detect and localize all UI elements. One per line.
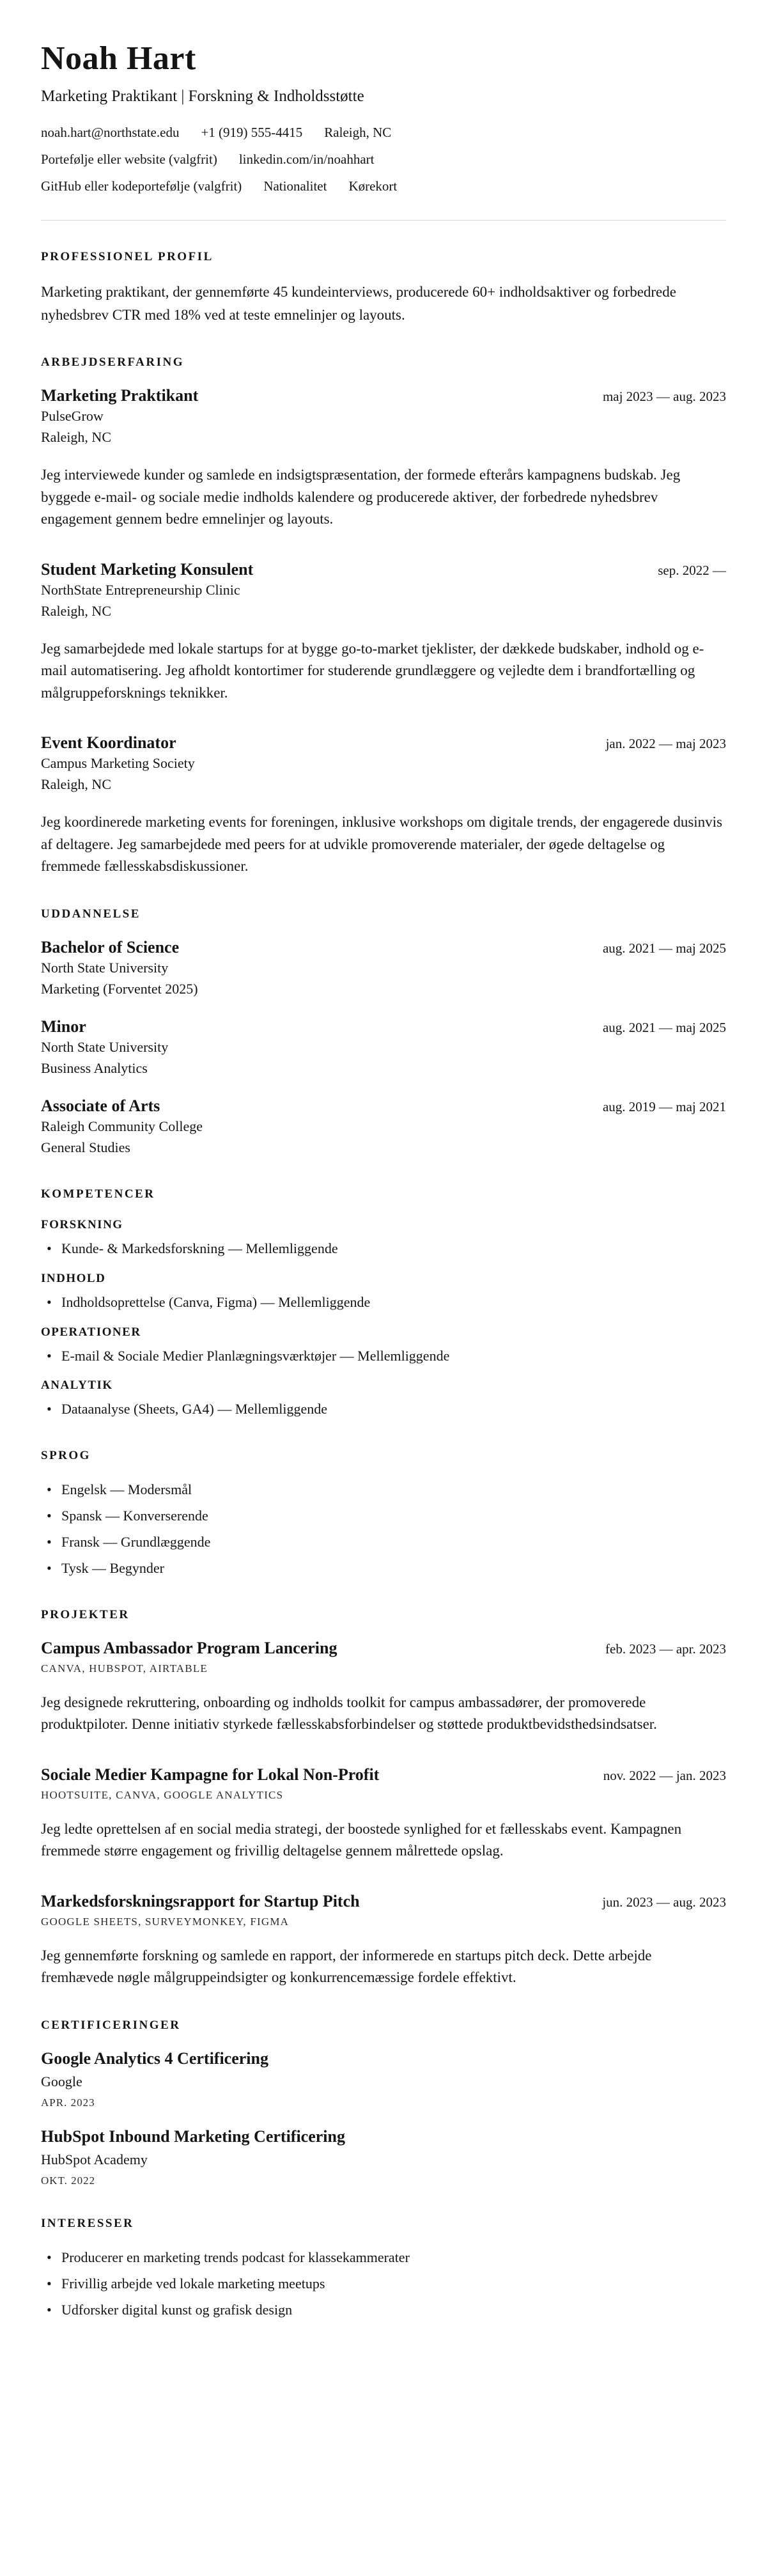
section-heading-certifications: CERTIFICERINGER	[41, 2018, 181, 2032]
contact-row-1	[41, 125, 726, 141]
location-text: Raleigh, NC	[324, 125, 392, 140]
skill-list	[41, 1399, 726, 1419]
entry-description: Jeg koordinerede marketing events for foreningen, inklusive workshops om digitale trends, der engagerede dusinvis af deltagere. Jeg samarbejdede med peers for at udvikle promoverende materialer, der øgede deltagelse og fremmede fællesskabsdiskussioner.	[41, 814, 723, 875]
field-of-study: General Studies	[41, 1139, 130, 1155]
education-entry	[41, 938, 726, 999]
skill-group-label: FORSKNING	[41, 1217, 123, 1231]
project-tools: GOOGLE SHEETS, SURVEYMONKEY, FIGMA	[41, 1915, 290, 1928]
project-tools: HOOTSUITE, CANVA, GOOGLE ANALYTICS	[41, 1788, 284, 1801]
skill-group-label: ANALYTIK	[41, 1378, 113, 1393]
entry-company: PulseGrow	[41, 408, 104, 425]
entry-company: Campus Marketing Society	[41, 755, 195, 772]
section-experience	[41, 355, 726, 878]
section-languages	[41, 1449, 726, 1579]
education-entry	[41, 1097, 726, 1158]
education-entry	[41, 1017, 726, 1079]
project-description: Jeg ledte oprettelsen af en social media strategi, der boostede synlighed for et fællesskabs event. Kampagnen fremmede større engagement og frivillig deltagelse gennem målrettede opslag.	[41, 1820, 682, 1859]
website-placeholder-text: Portefølje eller website (valgfrit)	[41, 152, 217, 167]
entry-head	[41, 1765, 726, 1784]
entry-head	[41, 1017, 726, 1036]
contact-row-2	[41, 152, 726, 168]
entry-company: NorthState Entrepreneurship Clinic	[41, 581, 240, 598]
interest-list	[41, 2247, 726, 2320]
school-name: North State University	[41, 959, 169, 976]
field-of-study: Business Analytics	[41, 1059, 148, 1076]
entry-description: Jeg samarbejdede med lokale startups for at bygge go-to-market tjeklister, der dækkede budskaber, indhold og e-mail automatisering. Jeg afholdt kontortimer for studerende grundlæggere og vejledte dem i brandfortælling og målgruppeforsknings teknikker.	[41, 640, 704, 701]
resume-header	[41, 40, 726, 221]
interest-item: • Frivillig arbejde ved lokale marketing meetups	[41, 2274, 726, 2294]
certification-issuer: HubSpot Academy	[41, 2151, 148, 2167]
entry-head	[41, 1097, 726, 1116]
person-title: Marketing Praktikant | Forskning & Indholdsstøtte	[41, 88, 364, 105]
section-interests	[41, 2217, 726, 2320]
entry-title: Marketing Praktikant	[41, 386, 199, 405]
section-skills	[41, 1187, 726, 1420]
skill-group	[41, 1378, 726, 1419]
entry-dates: feb. 2023 — apr. 2023	[605, 1641, 726, 1657]
skill-group	[41, 1218, 726, 1259]
section-heading-interests: INTERESSER	[41, 2216, 134, 2230]
entry-dates: jan. 2022 — maj 2023	[605, 736, 726, 752]
skill-list	[41, 1292, 726, 1313]
experience-entry	[41, 386, 726, 531]
phone-text: +1 (919) 555-4415	[201, 125, 303, 140]
section-heading-education: UDDANNELSE	[41, 907, 141, 921]
entry-dates: aug. 2019 — maj 2021	[602, 1098, 726, 1114]
section-heading-experience: ARBEJDSERFARING	[41, 355, 185, 370]
skill-group	[41, 1272, 726, 1313]
email-text: noah.hart@northstate.edu	[41, 125, 180, 140]
entry-head	[41, 1639, 726, 1658]
certification-date: APR. 2023	[41, 2096, 95, 2109]
entry-dates: aug. 2021 — maj 2025	[602, 1019, 726, 1035]
certification-title: Google Analytics 4 Certificering	[41, 2049, 268, 2068]
certification-entry	[41, 2049, 726, 2109]
certification-issuer: Google	[41, 2073, 82, 2089]
experience-entry	[41, 733, 726, 878]
skill-group-label: OPERATIONER	[41, 1325, 141, 1339]
section-heading-profile: PROFESSIONEL PROFIL	[41, 250, 213, 263]
school-name: Raleigh Community College	[41, 1118, 203, 1134]
entry-dates: nov. 2022 — jan. 2023	[603, 1767, 726, 1783]
interest-item: • Udforsker digital kunst og grafisk design	[41, 2300, 726, 2320]
language-item: • Engelsk — Modersmål	[41, 1479, 726, 1500]
person-name: Noah Hart	[41, 40, 196, 77]
license-text: Kørekort	[348, 178, 398, 194]
entry-dates: jun. 2023 — aug. 2023	[602, 1894, 726, 1910]
entry-location: Raleigh, NC	[41, 776, 111, 793]
entry-location: Raleigh, NC	[41, 602, 111, 619]
entry-head	[41, 1892, 726, 1911]
language-item: • Fransk — Grundlæggende	[41, 1532, 726, 1552]
degree-title: Bachelor of Science	[41, 937, 180, 956]
skill-item: • Kunde- & Markedsforskning — Mellemliggende	[41, 1238, 726, 1259]
entry-dates: aug. 2021 — maj 2025	[602, 940, 726, 956]
project-tools: CANVA, HUBSPOT, AIRTABLE	[41, 1662, 208, 1674]
experience-entry	[41, 560, 726, 705]
project-title: Sociale Medier Kampagne for Lokal Non-Profit	[41, 1765, 380, 1784]
skill-item: • Indholdsoprettelse (Canva, Figma) — Mellemliggende	[41, 1292, 726, 1313]
skill-item: • Dataanalyse (Sheets, GA4) — Mellemliggende	[41, 1399, 726, 1419]
skill-list	[41, 1238, 726, 1259]
section-heading-skills: KOMPETENCER	[41, 1187, 155, 1201]
project-entry	[41, 1765, 726, 1862]
entry-title: Event Koordinator	[41, 733, 176, 753]
github-placeholder-text: GitHub eller kodeportefølje (valgfrit)	[41, 178, 242, 194]
project-title: Markedsforskningsrapport for Startup Pitch	[41, 1891, 360, 1910]
language-item: • Tysk — Begynder	[41, 1558, 726, 1579]
certification-title: HubSpot Inbound Marketing Certificering	[41, 2127, 345, 2146]
language-list	[41, 1479, 726, 1579]
entry-description: Jeg interviewede kunder og samlede en indsigtspræsentation, der formede efterårs kampagnens budskab. Jeg byggede e-mail- og sociale medie indholds kalendere og producerede aktiver, der forbedrede nyhedsbrev engagement gennem bedre emnelinjer og layouts.	[41, 467, 681, 527]
contact-row-3	[41, 178, 726, 194]
project-entry	[41, 1892, 726, 1989]
degree-title: Minor	[41, 1017, 86, 1036]
skill-group-label: INDHOLD	[41, 1271, 106, 1285]
entry-location: Raleigh, NC	[41, 429, 111, 446]
entry-dates: sep. 2022 —	[658, 562, 726, 578]
skill-list	[41, 1346, 726, 1366]
skill-group	[41, 1325, 726, 1366]
profile-text: Marketing praktikant, der gennemførte 45 kundeinterviews, producerede 60+ indholdsaktiver og forbedrede nyhedsbrev CTR med 18% ved at teste emnelinjer og layouts.	[41, 284, 676, 323]
section-certifications	[41, 2018, 726, 2187]
entry-dates: maj 2023 — aug. 2023	[602, 389, 726, 405]
skill-item: • E-mail & Sociale Medier Planlægningsværktøjer — Mellemliggende	[41, 1346, 726, 1366]
section-heading-languages: SPROG	[41, 1449, 91, 1463]
section-education	[41, 907, 726, 1158]
project-description: Jeg gennemførte forskning og samlede en rapport, der informerede en startups pitch deck. Dette arbejde fremhævede nøgle målgruppeindsigter og konkurrencemæssige fordele effektivt.	[41, 1947, 652, 1986]
section-profile	[41, 250, 726, 326]
entry-head	[41, 733, 726, 753]
project-entry	[41, 1639, 726, 1736]
nationality-text: Nationalitet	[263, 178, 327, 194]
interest-item: • Producerer en marketing trends podcast for klassekammerater	[41, 2247, 726, 2268]
section-heading-projects: PROJEKTER	[41, 1607, 130, 1621]
entry-title: Student Marketing Konsulent	[41, 559, 254, 579]
language-item: • Spansk — Konverserende	[41, 1506, 726, 1526]
header-divider	[41, 220, 726, 221]
entry-head	[41, 560, 726, 579]
entry-head	[41, 938, 726, 957]
degree-title: Associate of Arts	[41, 1096, 160, 1115]
project-description: Jeg designede rekruttering, onboarding og indholds toolkit for campus ambassadører, der promoverede produktpiloter. Denne initiativ styrkede fællesskabsforbindelser og støttede produktbevidsthedsindsatser.	[41, 1694, 657, 1733]
field-of-study: Marketing (Forventet 2025)	[41, 980, 198, 997]
certification-entry	[41, 2127, 726, 2187]
certification-date: OKT. 2022	[41, 2174, 96, 2187]
section-projects	[41, 1608, 726, 1989]
linkedin-text: linkedin.com/in/noahhart	[238, 152, 375, 167]
school-name: North State University	[41, 1038, 169, 1055]
entry-head	[41, 386, 726, 405]
project-title: Campus Ambassador Program Lancering	[41, 1638, 337, 1657]
